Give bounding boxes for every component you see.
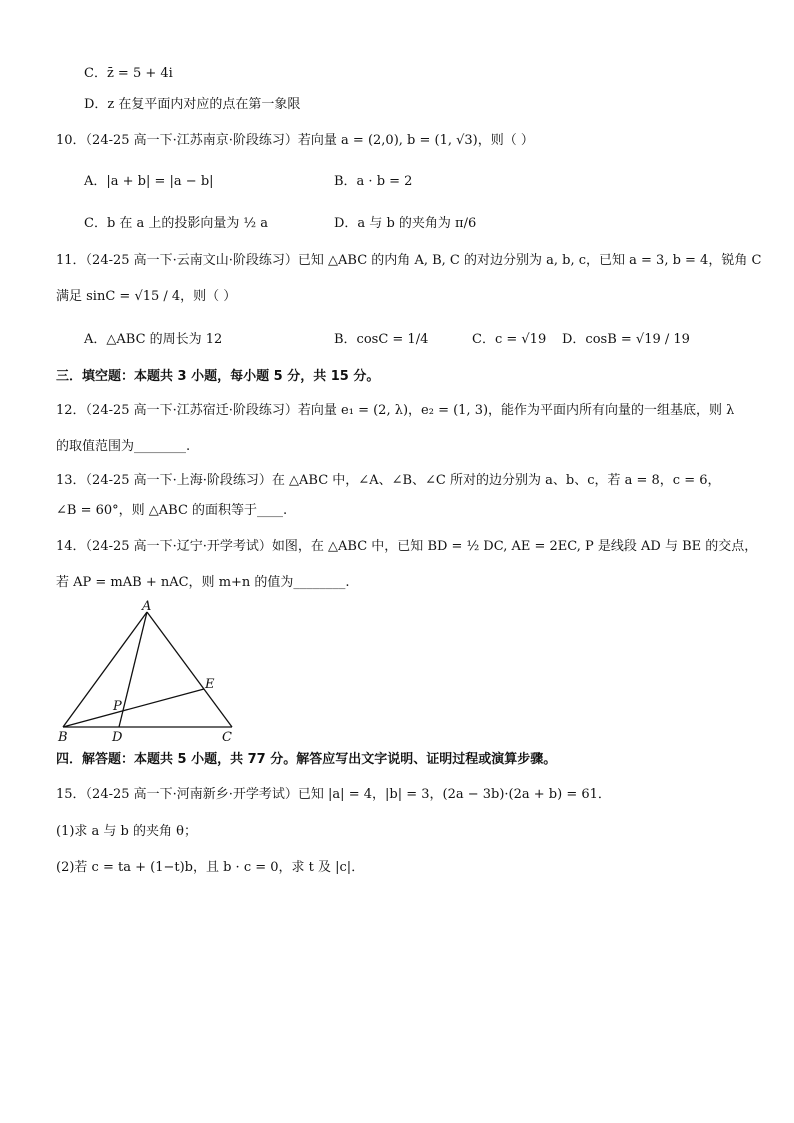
- question-15-part-2: (2)若 c = ta + (1−t)b，且 b · c = 0，求 t 及 |c|．: [56, 860, 365, 875]
- edge-AC: [147, 612, 232, 727]
- question-12: 12．（24-25 高一下·江苏宿迁·阶段练习）若向量 e₁ = (2, λ)，e₂ = (1, 3)，能作为平面内所有向量的一组基底，则 λ: [56, 403, 735, 418]
- section-3-heading: 三．填空题：本题共 3 小题，每小题 5 分，共 15 分。: [56, 369, 380, 384]
- question-15-part-1: (1)求 a 与 b 的夹角 θ；: [56, 824, 197, 839]
- question-15: 15．（24-25 高一下·河南新乡·开学考试）已知 |a| = 4，|b| = 3，(2a − 3b)·(2a + b) = 61．: [56, 787, 611, 802]
- q11-option-c: C．c = √19: [472, 332, 547, 347]
- question-12-cont: 的取值范围为________.: [56, 439, 191, 454]
- label-A: A: [142, 599, 152, 614]
- edge-AB: [63, 612, 147, 727]
- q10-option-d: D．a 与 b 的夹角为 π/6: [334, 216, 477, 231]
- question-11: 11．（24-25 高一下·云南文山·阶段练习）已知 △ABC 的内角 A, B, C 的对边分别为 a, b, c，已知 a = 3, b = 4，锐角 C: [56, 253, 762, 268]
- triangle-figure: [56, 598, 246, 744]
- segment-AD: [119, 612, 147, 727]
- label-D: D: [112, 730, 123, 744]
- question-14-cont: 若 AP = mAB + nAC，则 m+n 的值为________.: [56, 575, 350, 590]
- label-C: C: [222, 730, 232, 744]
- q9-option-d: D．z 在复平面内对应的点在第一象限: [84, 97, 301, 112]
- question-10: 10．（24-25 高一下·江苏南京·阶段练习）若向量 a = (2,0), b = (1, √3)，则（ ）: [56, 133, 534, 148]
- question-13: 13．（24-25 高一下·上海·阶段练习）在 △ABC 中，∠A、∠B、∠C 所对的边分别为 a、b、c，若 a = 8，c = 6，: [56, 473, 721, 488]
- q10-option-c: C．b 在 a 上的投影向量为 ½ a: [84, 216, 269, 231]
- q11-option-d: D．cosB = √19 / 19: [562, 332, 690, 347]
- segment-BE: [63, 689, 204, 727]
- section-4-heading: 四．解答题：本题共 5 小题，共 77 分。解答应写出文字说明、证明过程或演算步骤。: [56, 752, 557, 767]
- question-11-cont: 满足 sinC = √15 / 4，则（ ）: [56, 289, 237, 304]
- q11-option-a: A．△ABC 的周长为 12: [84, 332, 223, 347]
- q9-option-c: C．z̄ = 5 + 4i: [84, 66, 173, 81]
- question-13-cont: ∠B = 60°，则 △ABC 的面积等于____.: [56, 503, 288, 518]
- q11-option-b: B．cosC = 1/4: [334, 332, 429, 347]
- label-E: E: [205, 677, 215, 692]
- q10-option-b: B．a · b = 2: [334, 174, 413, 189]
- question-14: 14．（24-25 高一下·辽宁·开学考试）如图，在 △ABC 中，已知 BD = ½ DC, AE = 2EC, P 是线段 AD 与 BE 的交点，: [56, 539, 758, 554]
- label-B: B: [58, 730, 68, 744]
- label-P: P: [113, 699, 122, 714]
- q10-option-a: A．|a + b| = |a − b|: [84, 174, 214, 189]
